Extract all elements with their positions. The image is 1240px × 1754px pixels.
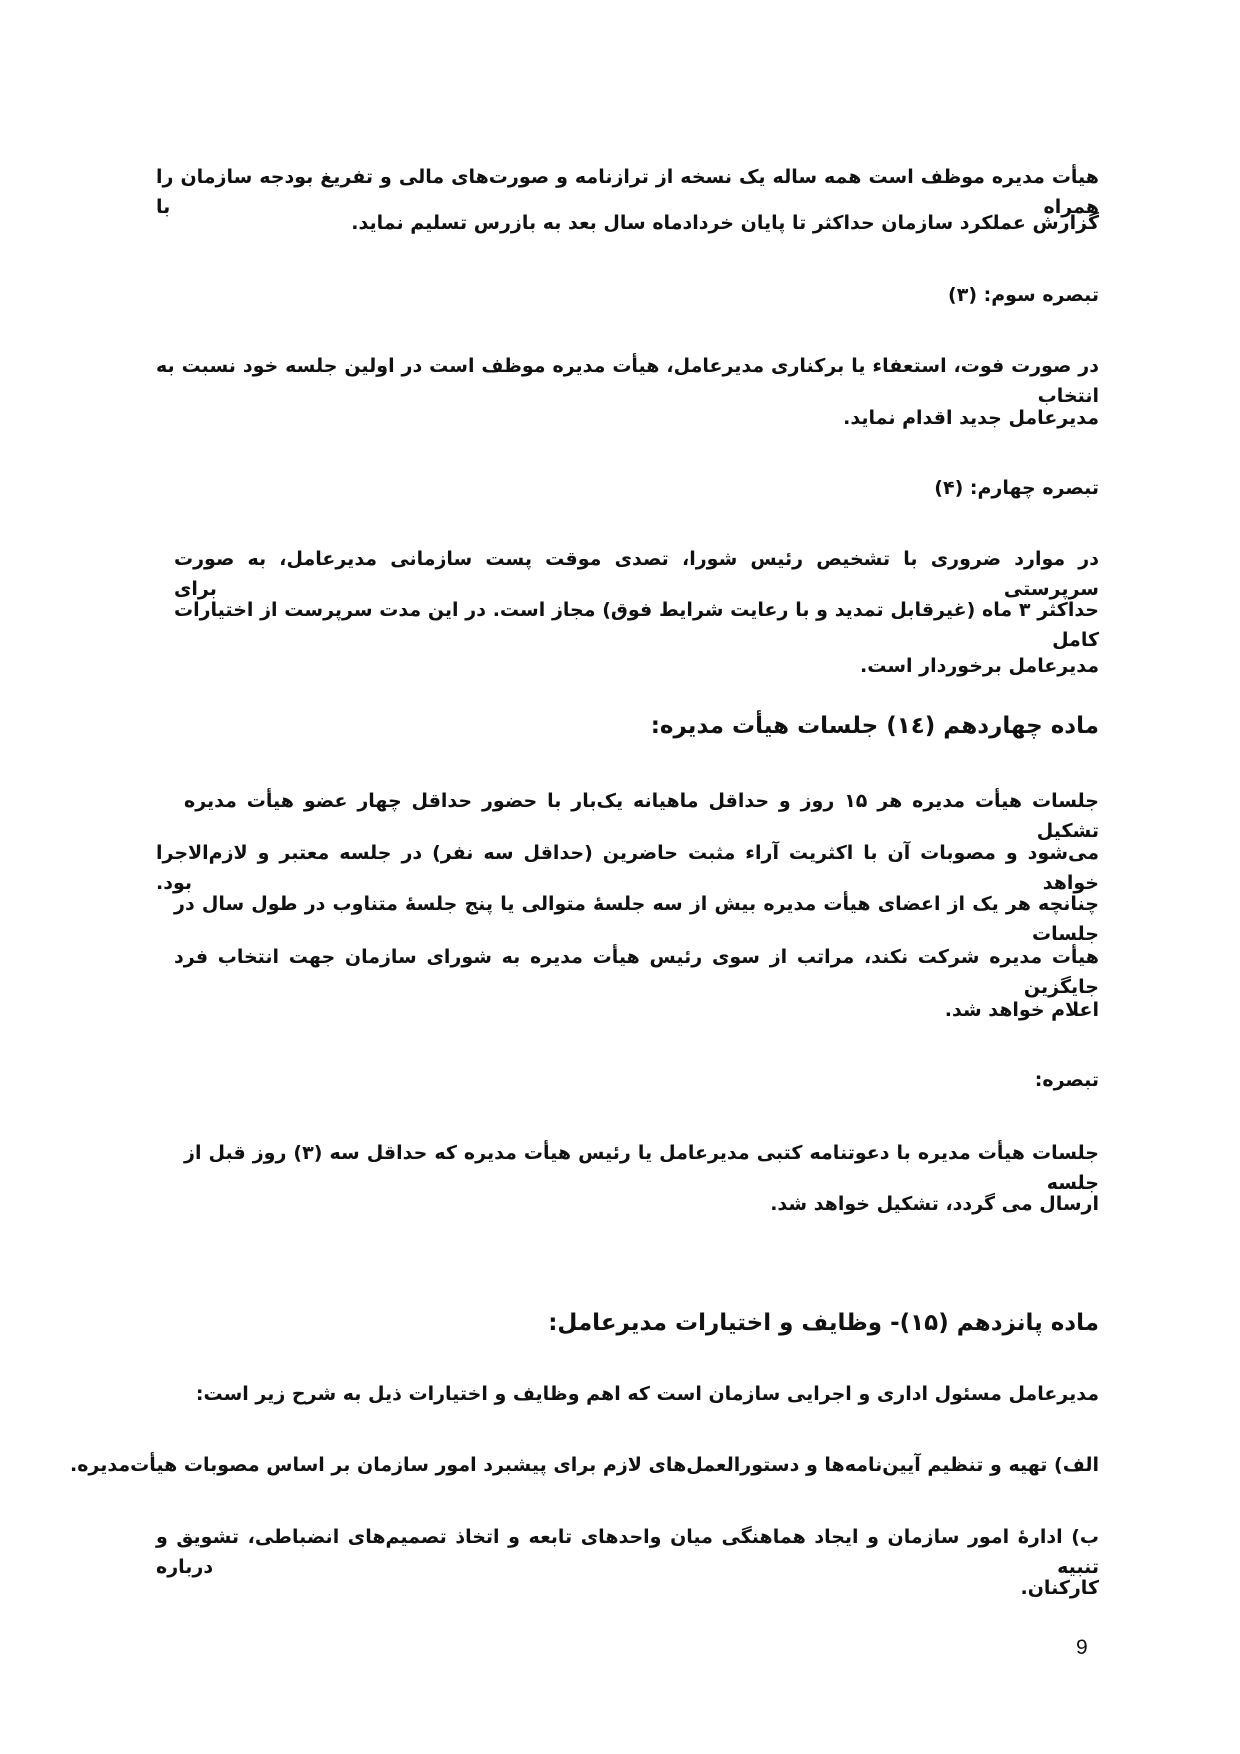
note-heading: تبصره سوم: (۳) bbox=[948, 284, 1099, 306]
paragraph-line: گزارش عملکرد سازمان حداکثر تا پایان خردادماه سال بعد به بازرس تسلیم نماید. bbox=[351, 212, 1099, 234]
paragraph-line: ارسال می گردد، تشکیل خواهد شد. bbox=[770, 1193, 1099, 1215]
section-heading-14: ماده چهاردهم (١٤) جلسات هیأت مدیره: bbox=[650, 713, 1099, 739]
paragraph-line: در صورت فوت، استعفاء یا برکناری مدیرعامل، هیأت مدیره موظف است در اولین جلسه خود نسبت به انتخاب bbox=[156, 355, 1099, 407]
paragraph-line: جلسات هیأت مدیره با دعوتنامه کتبی مدیرعامل یا رئیس هیأت مدیره که حداقل سه (۳) روز قبل از جلسه bbox=[184, 1142, 1099, 1194]
list-item-b: ب) ادارهٔ امور سازمان و ایجاد هماهنگی میان واحدهای تابعه و اتخاذ تصمیم‌های انضباطی، تشویق و تنبیه درباره bbox=[156, 1526, 1099, 1578]
paragraph-line: جلسات هیأت مدیره هر ۱۵ روز و حداقل ماهیانه یک‌بار با حضور حداقل چهار عضو هیأت مدیره تشکیل bbox=[184, 790, 1099, 842]
paragraph-line: هیأت مدیره شرکت نکند، مراتب از سوی رئیس هیأت مدیره به شورای سازمان جهت انتخاب فرد جایگزین bbox=[174, 946, 1099, 998]
page-number: 9 bbox=[1076, 1636, 1088, 1659]
paragraph-line: اعلام خواهد شد. bbox=[944, 999, 1099, 1021]
paragraph-line: هیأت مدیره موظف است همه ساله یک نسخه از ترازنامه و صورت‌های مالی و تفریغ بودجه سازمان را همراه با bbox=[156, 166, 1099, 218]
paragraph-line: حداکثر ۳ ماه (غیرقابل تمدید و با رعایت شرایط فوق) مجاز است. در این مدت سرپرست از اختیارات کامل bbox=[174, 599, 1099, 651]
note-heading: تبصره چهارم: (۴) bbox=[934, 477, 1099, 499]
paragraph-line: مدیرعامل جدید اقدام نماید. bbox=[843, 407, 1099, 429]
paragraph-line: می‌شود و مصوبات آن با اکثریت آراء مثبت حاضرین (حداقل سه نفر) در جلسه معتبر و لازم‌الاجرا خواهد بود. bbox=[156, 842, 1099, 894]
paragraph-line: در موارد ضروری با تشخیص رئیس شورا، تصدی موقت پست سازمانی مدیرعامل، به صورت سرپرستی برای bbox=[174, 548, 1099, 600]
section-heading-15: ماده پانزدهم (۱۵)- وظایف و اختیارات مدیرعامل: bbox=[548, 1310, 1099, 1336]
paragraph-line: مدیرعامل مسئول اداری و اجرایی سازمان است که اهم وظایف و اختیارات ذیل به شرح زیر است: bbox=[195, 1383, 1099, 1405]
list-item-b-continued: کارکنان. bbox=[1020, 1577, 1099, 1599]
paragraph-line: چنانچه هر یک از اعضای هیأت مدیره بیش از سه جلسهٔ متوالی یا پنج جلسهٔ متناوب در طول سال در جلسات bbox=[174, 893, 1099, 945]
list-item-a: الف) تهیه و تنظیم آیین‌نامه‌ها و دستورالعمل‌های لازم برای پیشبرد امور سازمان بر اساس مصوبات هیأت‌مدیره. bbox=[70, 1454, 1099, 1476]
paragraph-line: مدیرعامل برخوردار است. bbox=[860, 655, 1099, 677]
note-heading: تبصره: bbox=[1034, 1069, 1099, 1091]
